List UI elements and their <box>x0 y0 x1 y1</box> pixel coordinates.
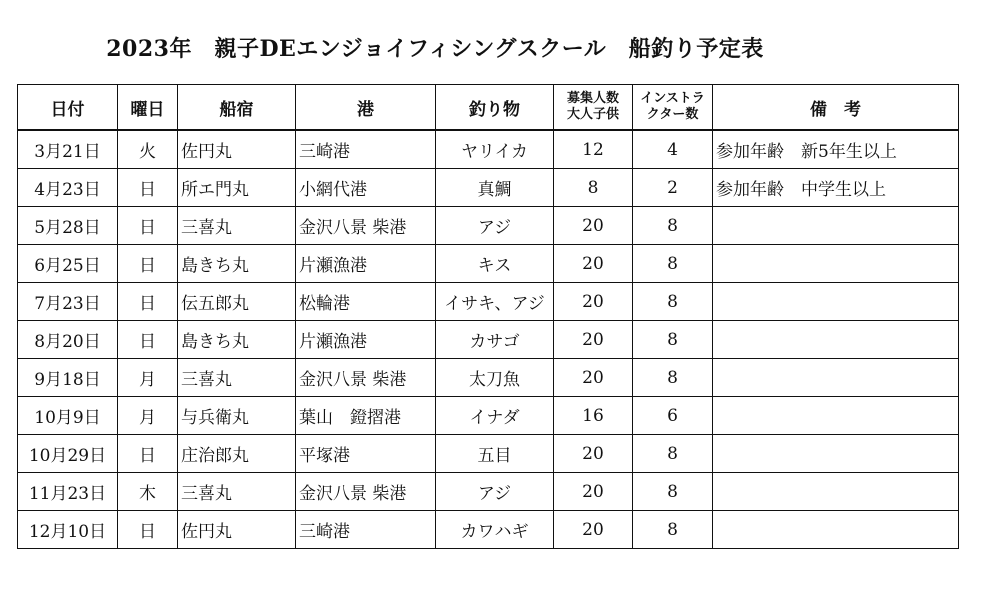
cell-notes <box>713 359 959 397</box>
cell-weekday: 日 <box>118 511 178 549</box>
cell-port: 三崎港 <box>296 130 436 169</box>
table-row <box>18 207 959 245</box>
cell-notes <box>713 473 959 511</box>
header-participants-line1: 募集人数 <box>566 91 619 106</box>
cell-target: カサゴ <box>436 321 554 359</box>
cell-weekday: 日 <box>118 245 178 283</box>
cell-boat: 三喜丸 <box>178 473 296 511</box>
cell-instructors: 4 <box>633 130 713 169</box>
cell-participants: 20 <box>554 321 633 359</box>
cell-participants: 20 <box>554 435 633 473</box>
cell-participants: 8 <box>554 169 633 207</box>
cell-boat: 島きち丸 <box>178 245 296 283</box>
table-row <box>18 321 959 359</box>
page-title: 2023年 親子DEエンジョイフィシングスクール 船釣り予定表 <box>106 36 764 62</box>
cell-port: 金沢八景 柴港 <box>296 473 436 511</box>
table-row <box>18 511 959 549</box>
cell-weekday: 月 <box>118 397 178 435</box>
cell-port: 葉山 鐙摺港 <box>296 397 436 435</box>
cell-weekday: 日 <box>118 435 178 473</box>
cell-participants: 20 <box>554 245 633 283</box>
cell-date: 10月29日 <box>18 435 118 473</box>
cell-weekday: 月 <box>118 359 178 397</box>
header-weekday: 曜日 <box>118 85 178 131</box>
cell-weekday: 火 <box>118 130 178 169</box>
cell-date: 10月9日 <box>18 397 118 435</box>
cell-target: ヤリイカ <box>436 130 554 169</box>
cell-notes <box>713 207 959 245</box>
cell-notes <box>713 321 959 359</box>
cell-instructors: 2 <box>633 169 713 207</box>
cell-instructors: 8 <box>633 207 713 245</box>
table-row <box>18 245 959 283</box>
cell-boat: 三喜丸 <box>178 359 296 397</box>
table-row <box>18 435 959 473</box>
header-date: 日付 <box>18 85 118 131</box>
table-header-row <box>18 85 959 131</box>
cell-date: 5月28日 <box>18 207 118 245</box>
table-row <box>18 169 959 207</box>
cell-date: 9月18日 <box>18 359 118 397</box>
cell-notes <box>713 397 959 435</box>
schedule-table <box>17 84 959 549</box>
cell-date: 6月25日 <box>18 245 118 283</box>
cell-port: 金沢八景 柴港 <box>296 207 436 245</box>
cell-participants: 20 <box>554 473 633 511</box>
cell-participants: 20 <box>554 359 633 397</box>
cell-participants: 16 <box>554 397 633 435</box>
header-port: 港 <box>296 85 436 131</box>
cell-port: 小網代港 <box>296 169 436 207</box>
cell-port: 片瀬漁港 <box>296 321 436 359</box>
header-instructors-line1: インストラ <box>640 91 705 106</box>
cell-weekday: 日 <box>118 283 178 321</box>
cell-participants: 12 <box>554 130 633 169</box>
cell-instructors: 8 <box>633 245 713 283</box>
cell-instructors: 8 <box>633 473 713 511</box>
cell-port: 片瀬漁港 <box>296 245 436 283</box>
table-row <box>18 397 959 435</box>
cell-boat: 伝五郎丸 <box>178 283 296 321</box>
cell-date: 11月23日 <box>18 473 118 511</box>
header-instructors-line2: クター数 <box>646 107 699 122</box>
cell-target: キス <box>436 245 554 283</box>
cell-date: 4月23日 <box>18 169 118 207</box>
cell-notes: 参加年齢 中学生以上 <box>713 169 959 207</box>
cell-weekday: 木 <box>118 473 178 511</box>
cell-target: イサキ、アジ <box>436 283 554 321</box>
cell-participants: 20 <box>554 283 633 321</box>
cell-participants: 20 <box>554 207 633 245</box>
cell-boat: 庄治郎丸 <box>178 435 296 473</box>
cell-date: 3月21日 <box>18 130 118 169</box>
cell-date: 8月20日 <box>18 321 118 359</box>
cell-weekday: 日 <box>118 169 178 207</box>
cell-boat: 佐円丸 <box>178 130 296 169</box>
cell-instructors: 8 <box>633 359 713 397</box>
table-row <box>18 130 959 169</box>
cell-boat: 佐円丸 <box>178 511 296 549</box>
cell-notes <box>713 283 959 321</box>
cell-boat: 所エ門丸 <box>178 169 296 207</box>
cell-boat: 島きち丸 <box>178 321 296 359</box>
cell-date: 12月10日 <box>18 511 118 549</box>
table-row <box>18 283 959 321</box>
schedule-body <box>18 130 959 549</box>
header-target: 釣り物 <box>436 85 554 131</box>
cell-target: 真鯛 <box>436 169 554 207</box>
cell-target: イナダ <box>436 397 554 435</box>
cell-instructors: 8 <box>633 511 713 549</box>
cell-target: カワハギ <box>436 511 554 549</box>
header-notes: 備 考 <box>713 85 959 131</box>
cell-notes <box>713 245 959 283</box>
cell-participants: 20 <box>554 511 633 549</box>
cell-instructors: 8 <box>633 283 713 321</box>
cell-port: 平塚港 <box>296 435 436 473</box>
cell-notes <box>713 511 959 549</box>
cell-boat: 与兵衛丸 <box>178 397 296 435</box>
cell-notes <box>713 435 959 473</box>
cell-target: 太刀魚 <box>436 359 554 397</box>
header-participants-line2: 大人子供 <box>566 107 619 122</box>
cell-weekday: 日 <box>118 321 178 359</box>
cell-instructors: 8 <box>633 321 713 359</box>
cell-instructors: 6 <box>633 397 713 435</box>
cell-date: 7月23日 <box>18 283 118 321</box>
cell-weekday: 日 <box>118 207 178 245</box>
header-instructors <box>633 85 713 131</box>
cell-target: アジ <box>436 473 554 511</box>
table-row <box>18 359 959 397</box>
cell-instructors: 8 <box>633 435 713 473</box>
cell-port: 三崎港 <box>296 511 436 549</box>
cell-port: 金沢八景 柴港 <box>296 359 436 397</box>
header-participants <box>554 85 633 131</box>
cell-notes: 参加年齢 新5年生以上 <box>713 130 959 169</box>
cell-target: アジ <box>436 207 554 245</box>
cell-target: 五目 <box>436 435 554 473</box>
table-row <box>18 473 959 511</box>
header-boat: 船宿 <box>178 85 296 131</box>
cell-boat: 三喜丸 <box>178 207 296 245</box>
cell-port: 松輪港 <box>296 283 436 321</box>
